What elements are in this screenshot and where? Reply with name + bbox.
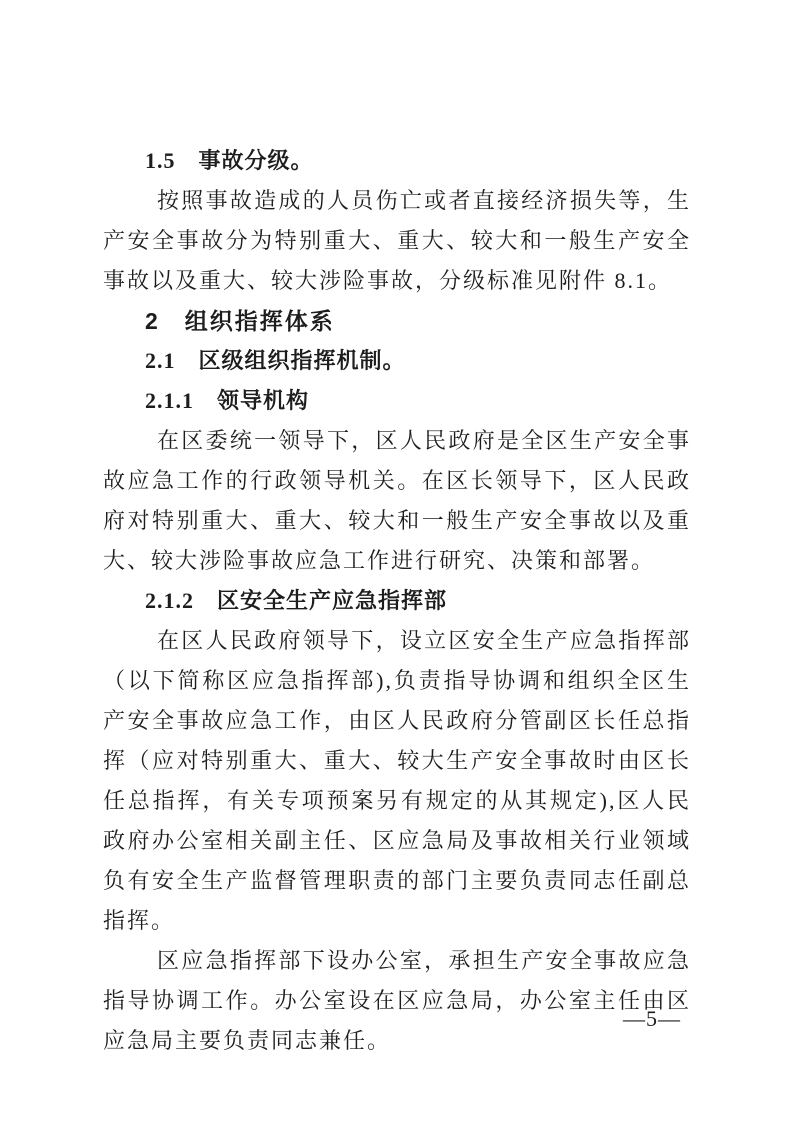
paragraph-emergency-headquarters: 在区人民政府领导下，设立区安全生产应急指挥部（以下简称区应急指挥部),负责指导协调和组织全区生产安全事故应急工作，由区人民政府分管副区长任总指挥（应对特别重大、重大、较大生产安全事故时由区长任总指挥，有关专项预案另有规定的从其规定),区人民政府办公室相关副主任、区应急局及事故相关行业领域负有安全生产监督管理职责的部门主要负责同志任副总指挥。 (103, 628, 691, 933)
document-body (103, 141, 691, 1061)
page-number: —5— (623, 1006, 681, 1031)
heading-1-5-accident-grading: 1.5 事故分级。 (145, 148, 314, 173)
heading-2-1-2-emergency-headquarters: 2.1.2 区安全生产应急指挥部 (145, 588, 448, 613)
heading-2-1-1-leadership-body: 2.1.1 领导机构 (145, 388, 310, 413)
heading-2-command-system: 2 组织指挥体系 (145, 308, 335, 334)
heading-2-1-district-mechanism: 2.1 区级组织指挥机制。 (145, 348, 406, 373)
paragraph-leadership-body: 在区委统一领导下，区人民政府是全区生产安全事故应急工作的行政领导机关。在区长领导下，区人民政府对特别重大、重大、较大和一般生产安全事故以及重大、较大涉险事故应急工作进行研究、决策和部署。 (103, 428, 691, 573)
paragraph-headquarters-office: 区应急指挥部下设办公室，承担生产安全事故应急指导协调工作。办公室设在区应急局，办公室主任由区应急局主要负责同志兼任。 (103, 948, 691, 1053)
paragraph-accident-grading: 按照事故造成的人员伤亡或者直接经济损失等，生产安全事故分为特别重大、重大、较大和一般生产安全事故以及重大、较大涉险事故，分级标准见附件 8.1。 (103, 188, 691, 293)
